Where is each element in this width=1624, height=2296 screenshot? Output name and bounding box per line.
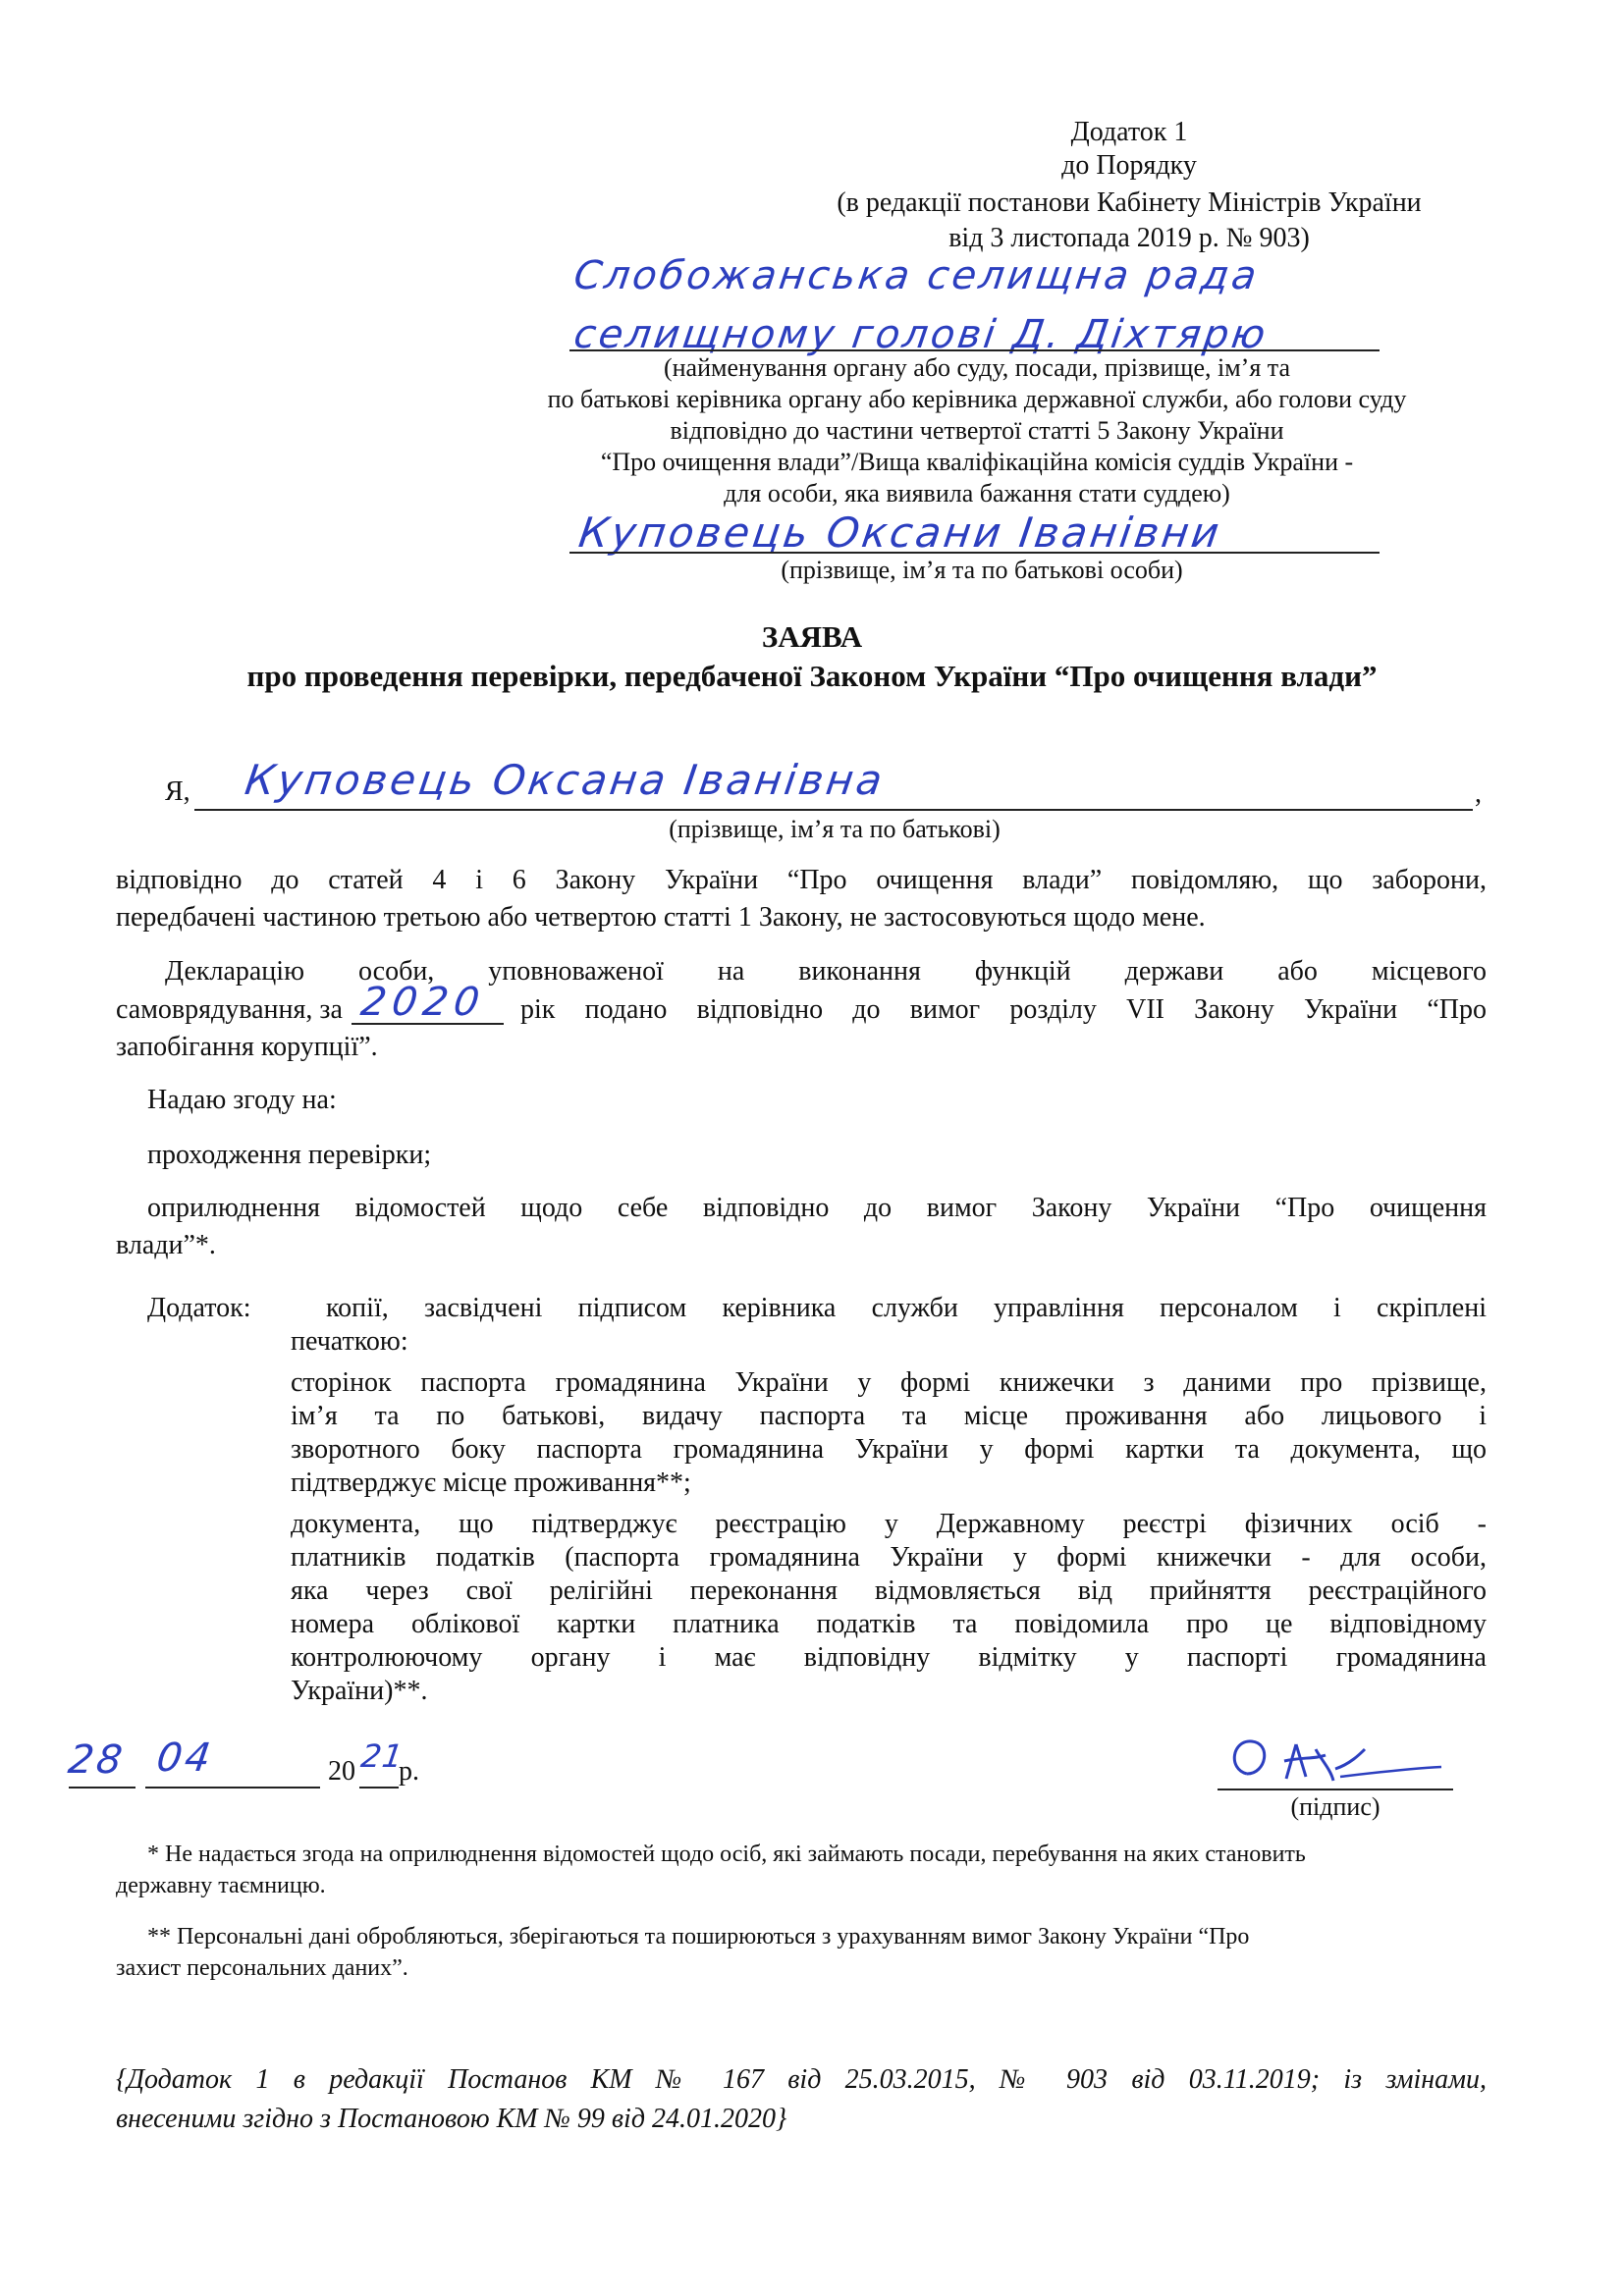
applicant-name-line xyxy=(194,809,1473,811)
declaration-line-3: запобігання корупції”. xyxy=(116,1032,378,1062)
attachment-2-line-4: підтверджує місце проживання**; xyxy=(291,1468,691,1498)
attachment-2-line-1: сторінок паспорта громадянина України у формі книжечки з даними про прізвище, xyxy=(291,1367,1487,1398)
attachment-3-line-2: платників податків (паспорта громадянина України у формі книжечки - для особи, xyxy=(291,1542,1487,1573)
attachment-1-line-2: печаткою: xyxy=(291,1326,408,1357)
addressee-caption-2: по батькові керівника органу або керівника державної служби, або голови суду xyxy=(547,385,1407,413)
footnote-2-line-1: ** Персональні дані обробляються, зберігаються та поширюються з урахуванням вимог Закону України “Про xyxy=(147,1924,1250,1949)
signature-caption: (підпис) xyxy=(1290,1792,1380,1821)
addressee-line xyxy=(569,349,1380,351)
footnote-1-line-1: * Не надається згода на оприлюднення відомостей щодо осіб, які займають посади, перебування на яких становить xyxy=(147,1842,1306,1867)
date-year-handwritten: 21 xyxy=(358,1737,406,1775)
date-year-line xyxy=(359,1787,399,1789)
addressee-handwritten-1: Слобожанська селищна рада xyxy=(570,253,1263,298)
footnote-2-line-2: захист персональних даних”. xyxy=(116,1955,408,1981)
declaration-line-2a: самоврядування, за xyxy=(116,994,343,1025)
editorial-note-line-1: {Додаток 1 в редакції Постанов КМ № 167 від 25.03.2015, № 903 від 03.11.2019; із змінами, xyxy=(116,2064,1487,2095)
addressee-handwritten-2: селищному голові Д. Діхтярю xyxy=(570,312,1272,357)
attachment-3-line-5: контролюючому органу і має відповідну відмітку у паспорті громадянина xyxy=(291,1642,1487,1673)
date-day-handwritten: 28 xyxy=(65,1737,129,1783)
annex-date: від 3 листопада 2019 р. № 903) xyxy=(948,223,1310,253)
ya-label: Я, xyxy=(165,776,190,807)
applicant-handwritten-name: Куповець Оксана Іванівна xyxy=(242,756,889,804)
statement-line-2: передбачені частиною третьою або четвертою статті 1 Закону, не застосовуються щодо мене. xyxy=(116,902,1206,933)
addressee-caption-3: відповідно до частини четвертої статті 5 Закону України xyxy=(670,416,1284,445)
declaration-year-line xyxy=(352,1023,504,1025)
applicant-name-comma: , xyxy=(1475,778,1482,809)
attachment-1-line-1: копії, засвідчені підписом керівника служби управління персоналом і скріплені xyxy=(326,1293,1487,1323)
declaration-year-handwritten: 2020 xyxy=(357,980,489,1025)
date-year-prefix: 20 xyxy=(328,1756,355,1787)
consent-item-1: проходження перевірки; xyxy=(147,1140,432,1170)
consent-heading: Надаю згоду на: xyxy=(147,1085,337,1115)
declaration-line-2b: рік подано відповідно до вимог розділу VII Закону України “Про xyxy=(520,994,1487,1025)
statement-line-1: відповідно до статей 4 і 6 Закону України “Про очищення влади” повідомляю, що заборони, xyxy=(116,865,1487,895)
consent-item-2-line-2: влади”*. xyxy=(116,1230,216,1260)
date-suffix: р. xyxy=(399,1756,419,1787)
sender-handwritten-name: Куповець Оксани Іванівни xyxy=(575,508,1225,557)
declaration-line-1: Декларацію особи, уповноваженої на виконання функцій держави або місцевого xyxy=(165,956,1487,987)
document-subtitle: про проведення перевірки, передбаченої Законом України “Про очищення влади” xyxy=(246,659,1378,693)
date-month-handwritten: 04 xyxy=(153,1735,217,1781)
annex-number: Додаток 1 xyxy=(1070,117,1188,147)
attachment-3-line-3: яка через свої релігійні переконання відмовляється від прийняття реєстраційного xyxy=(291,1575,1487,1606)
attachment-2-line-2: ім’я та по батькові, видачу паспорта та місце проживання або лицьового і xyxy=(291,1401,1487,1431)
attachment-3-line-1: документа, що підтверджує реєстрацію у Державному реєстрі фізичних осіб - xyxy=(291,1509,1487,1539)
consent-item-2-line-1: оприлюднення відомостей щодо себе відповідно до вимог Закону України “Про очищення xyxy=(147,1193,1487,1223)
addressee-caption-1: (найменування органу або суду, посади, прізвище, ім’я та xyxy=(663,353,1291,382)
editorial-note-line-2: внесеними згідно з Постановою КМ № 99 від 24.01.2020} xyxy=(116,2104,787,2134)
attachment-3-line-6: України)**. xyxy=(291,1676,428,1706)
date-month-line xyxy=(145,1787,320,1789)
signature-line xyxy=(1218,1789,1453,1790)
date-day-line xyxy=(69,1787,135,1789)
addressee-caption-4: “Про очищення влади”/Вища кваліфікаційна комісія суддів України - xyxy=(600,448,1354,476)
document-title: ЗАЯВА xyxy=(761,619,863,654)
attachment-label: Додаток: xyxy=(147,1293,251,1323)
attachment-3-line-4: номера облікової картки платника податків та повідомила про це відповідному xyxy=(291,1609,1487,1639)
sender-caption: (прізвище, ім’я та по батькові особи) xyxy=(781,556,1183,584)
footnote-1-line-2: державну таємницю. xyxy=(116,1873,326,1898)
addressee-caption-5: для особи, яка виявила бажання стати суддею) xyxy=(724,479,1230,507)
sender-line xyxy=(569,552,1380,554)
annex-edition: (в редакції постанови Кабінету Міністрів України xyxy=(837,187,1422,218)
attachment-2-line-3: зворотного боку паспорта громадянина України у формі картки та документа, що xyxy=(291,1434,1487,1465)
annex-procedure: до Порядку xyxy=(1061,150,1197,181)
applicant-name-caption: (прізвище, ім’я та по батькові) xyxy=(669,815,1001,843)
